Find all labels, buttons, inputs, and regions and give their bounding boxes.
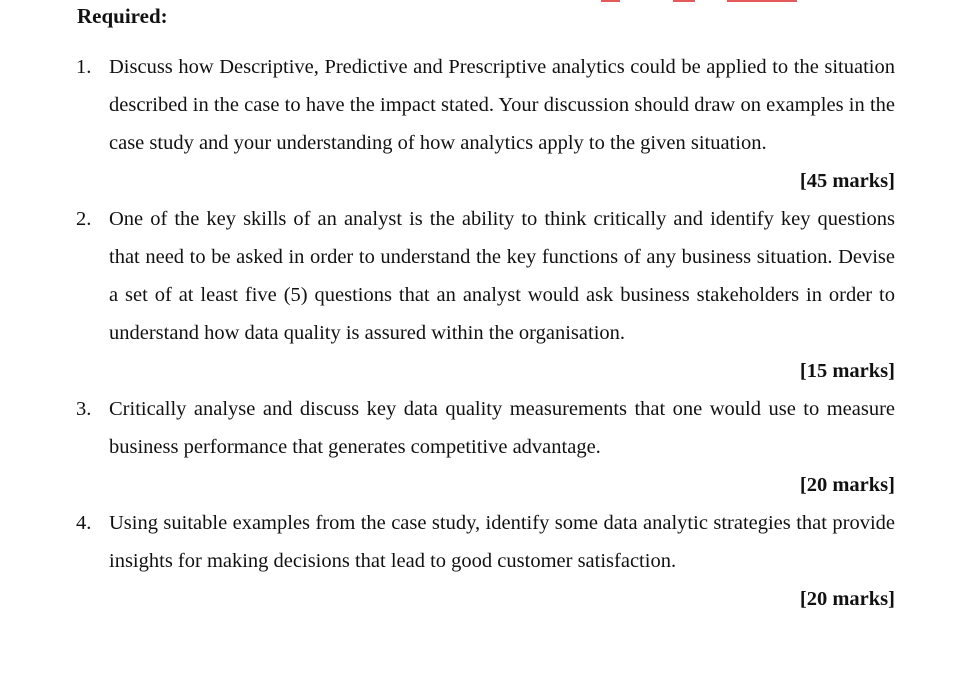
marks-label: [45 marks] bbox=[799, 170, 895, 192]
cropped-red-mark bbox=[727, 0, 797, 2]
cropped-red-mark bbox=[601, 0, 620, 2]
question-text: Discuss how Descriptive, Predictive and Prescriptive analytics could be applied to the situation described in the case to have the impact stated. Your discussion should draw on examples in the case study and your understanding of how analytics apply to the given situation. bbox=[109, 56, 895, 154]
question-text: Critically analyse and discuss key data quality measurements that one would use to measure business performance that generates competitive advantage. bbox=[109, 398, 895, 458]
marks-label: [20 marks] bbox=[799, 474, 895, 496]
section-heading: Required: bbox=[77, 4, 168, 28]
question-item bbox=[0, 200, 961, 390]
question-text: Using suitable examples from the case study, identify some data analytic strategies that provide insights for making decisions that lead to good customer satisfaction. bbox=[109, 512, 895, 572]
marks-label: [15 marks] bbox=[799, 360, 895, 382]
question-item bbox=[0, 48, 961, 200]
question-number: 1. bbox=[76, 56, 92, 78]
question-item bbox=[0, 504, 961, 618]
cropped-red-mark bbox=[673, 0, 695, 2]
marks-label: [20 marks] bbox=[799, 588, 895, 610]
question-list bbox=[0, 48, 961, 618]
question-text: One of the key skills of an analyst is the ability to think critically and identify key questions that need to be asked in order to understand the key functions of any business situation. Devise a set of at least five (5) questions that an analyst would ask business stakeholders in order to understand how data quality is assured within the organisation. bbox=[109, 208, 895, 344]
question-number: 3. bbox=[76, 398, 92, 420]
question-number: 4. bbox=[76, 512, 92, 534]
question-item bbox=[0, 390, 961, 504]
question-number: 2. bbox=[76, 208, 92, 230]
